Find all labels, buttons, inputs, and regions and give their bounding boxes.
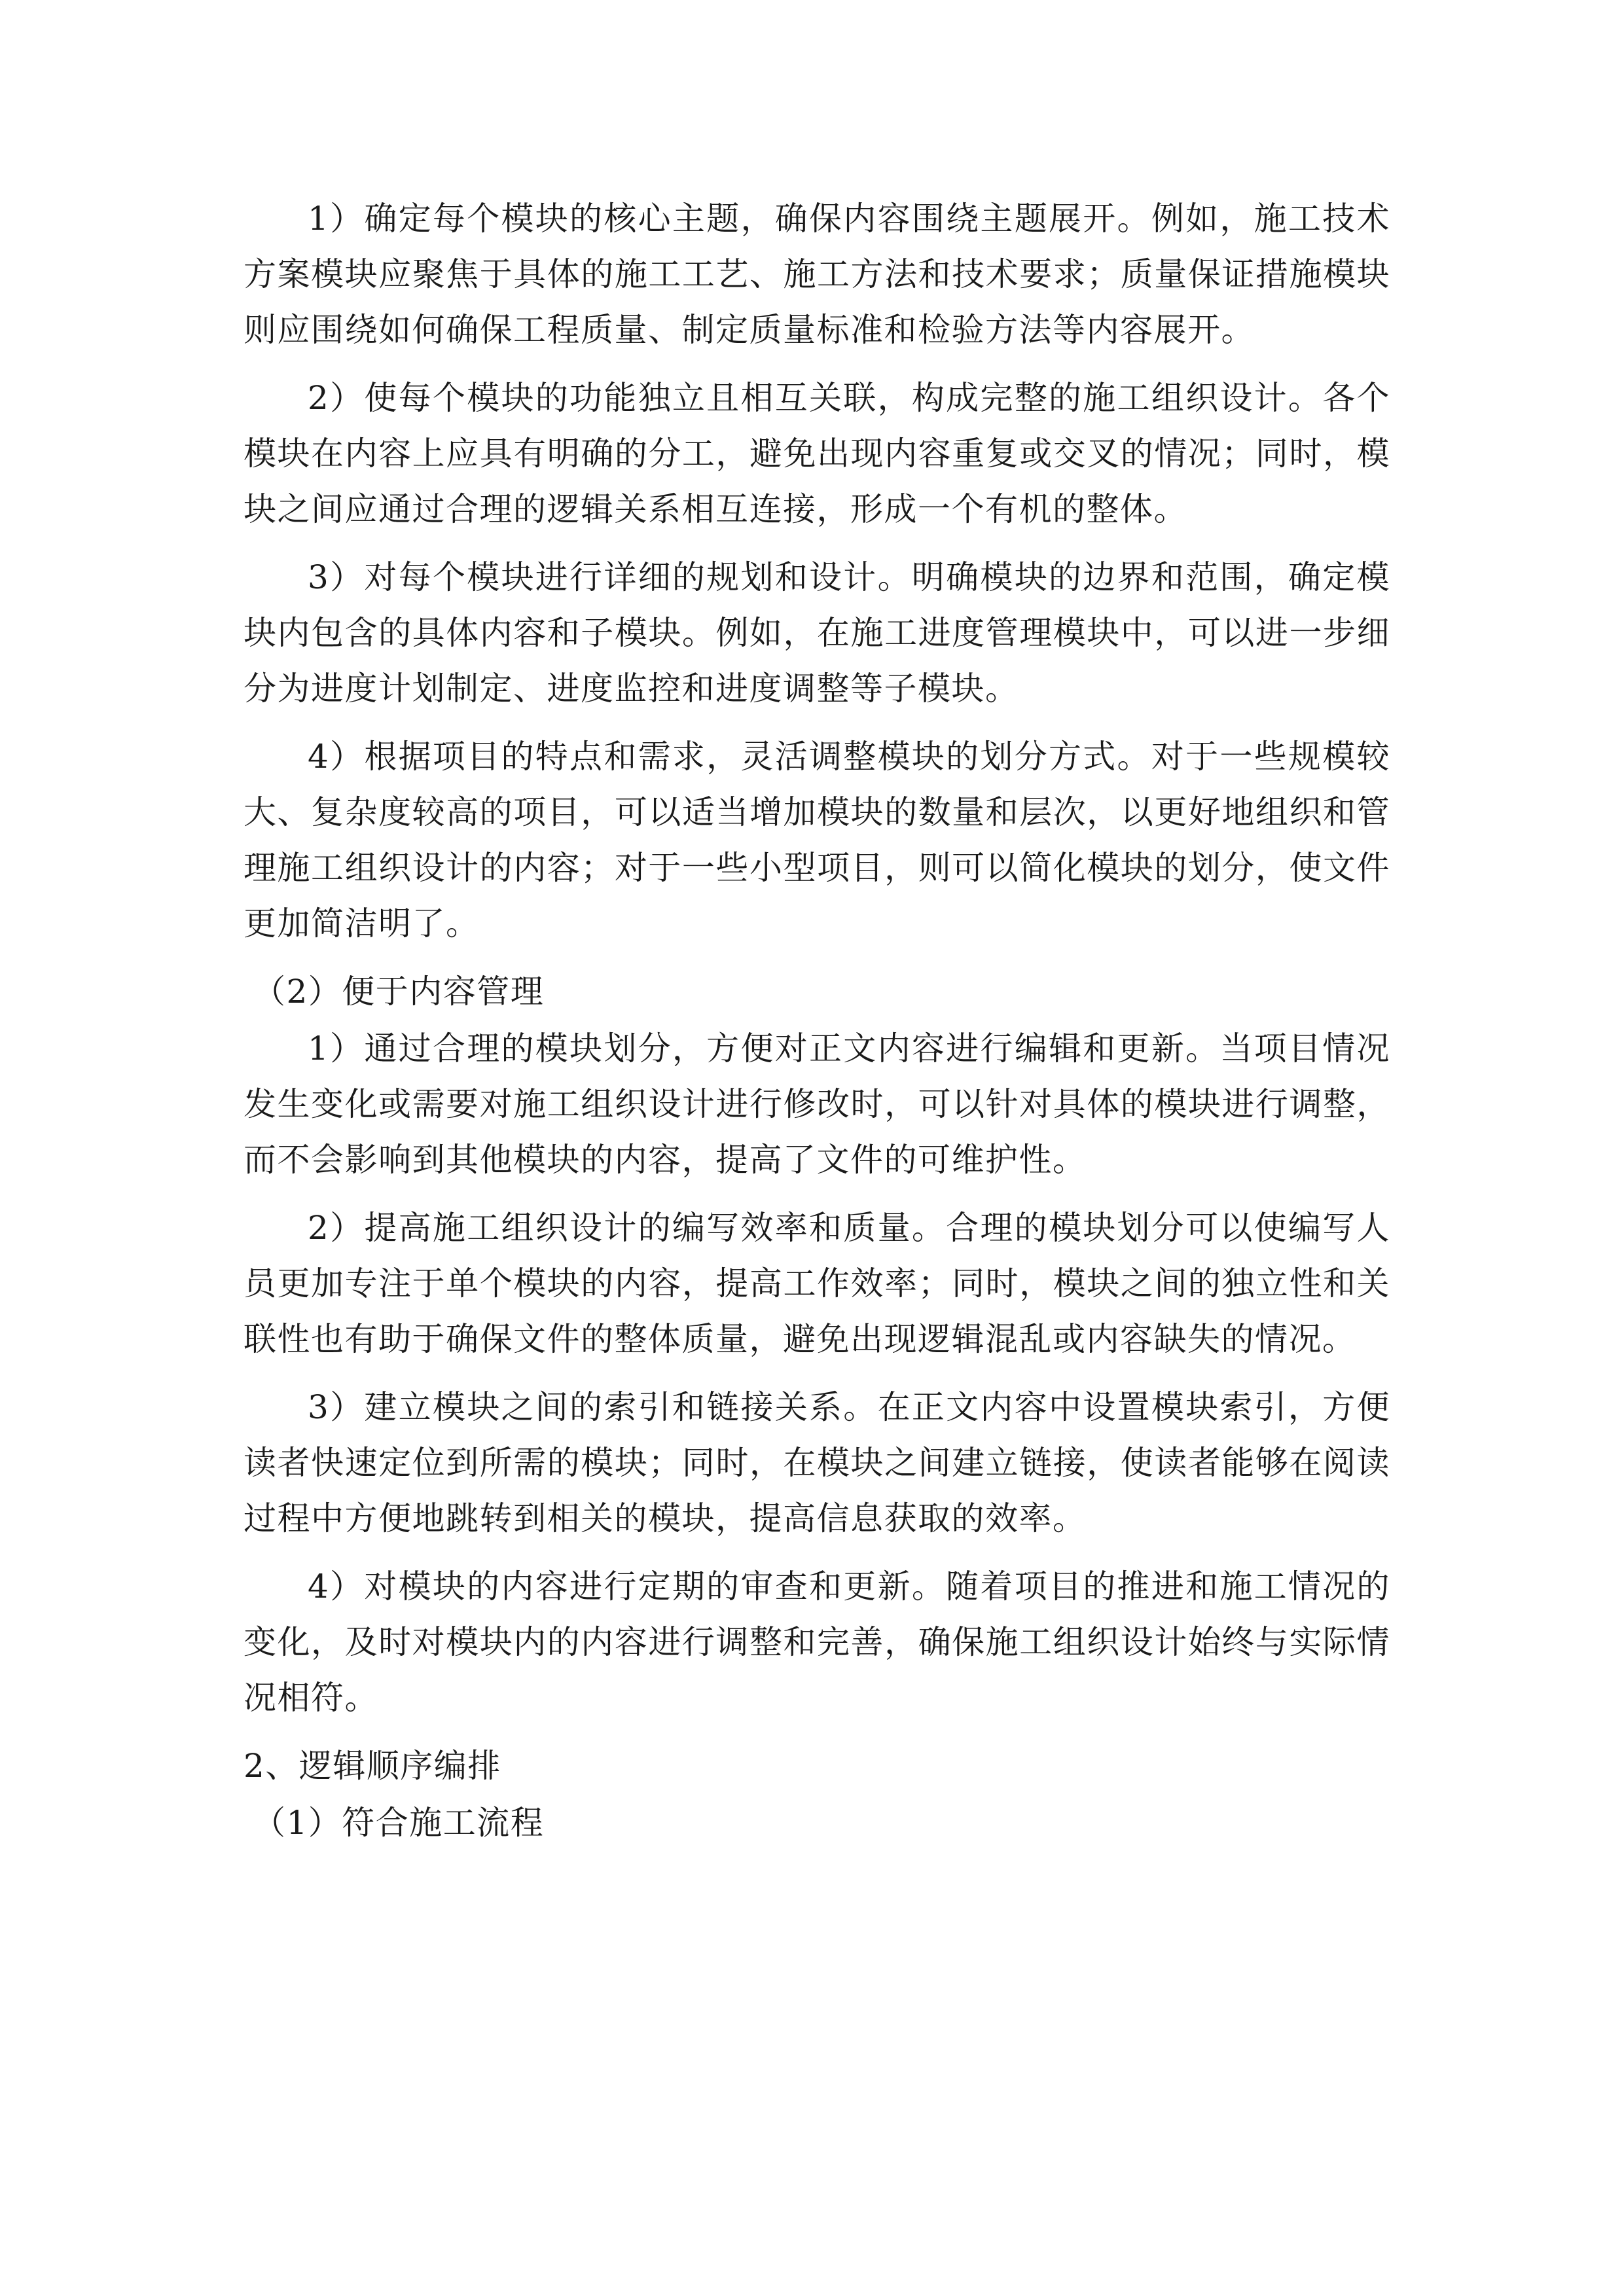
subheading-construction-flow: （1）符合施工流程 — [253, 1804, 545, 1842]
paragraph-module-core-theme: 1）确定每个模块的核心主题，确保内容围绕主题展开。例如，施工技术方案模块应聚焦于具体的施工工艺、施工方法和技术要求；质量保证措施模块则应围绕如何确保工程质量、制定质量标准和检验方法等内容展开。 — [244, 200, 1390, 349]
paragraph-module-independence: 2）使每个模块的功能独立且相互关联，构成完整的施工组织设计。各个模块在内容上应具有明确的分工，避免出现内容重复或交叉的情况；同时，模块之间应通过合理的逻辑关系相互连接，形成一个有机的整体。 — [244, 379, 1390, 528]
subheading-content-management: （2）便于内容管理 — [253, 973, 545, 1011]
paragraph-periodic-review: 4）对模块的内容进行定期的审查和更新。随着项目的推进和施工情况的变化，及时对模块内的内容进行调整和完善，确保施工组织设计始终与实际情况相符。 — [244, 1568, 1390, 1717]
paragraph-index-links: 3）建立模块之间的索引和链接关系。在正文内容中设置模块索引，方便读者快速定位到所需的模块；同时，在模块之间建立链接，使读者能够在阅读过程中方便地跳转到相关的模块，提高信息获取的效率。 — [244, 1388, 1390, 1537]
heading-logical-order: 2、逻辑顺序编排 — [244, 1747, 501, 1785]
document-body — [244, 191, 1390, 1852]
paragraph-module-flexibility: 4）根据项目的特点和需求，灵活调整模块的划分方式。对于一些规模较大、复杂度较高的项目，可以适当增加模块的数量和层次，以更好地组织和管理施工组织设计的内容；对于一些小型项目，则可以简化模块的划分，使文件更加简洁明了。 — [244, 738, 1390, 942]
paragraph-writing-efficiency: 2）提高施工组织设计的编写效率和质量。合理的模块划分可以使编写人员更加专注于单个模块的内容，提高工作效率；同时，模块之间的独立性和关联性也有助于确保文件的整体质量，避免出现逻辑混乱或内容缺失的情况。 — [244, 1209, 1390, 1358]
paragraph-module-planning: 3）对每个模块进行详细的规划和设计。明确模块的边界和范围，确定模块内包含的具体内容和子模块。例如，在施工进度管理模块中，可以进一步细分为进度计划制定、进度监控和进度调整等子模块。 — [244, 558, 1390, 708]
paragraph-editing-updating: 1）通过合理的模块划分，方便对正文内容进行编辑和更新。当项目情况发生变化或需要对施工组织设计进行修改时，可以针对具体的模块进行调整，而不会影响到其他模块的内容，提高了文件的可维护性。 — [244, 1030, 1390, 1179]
